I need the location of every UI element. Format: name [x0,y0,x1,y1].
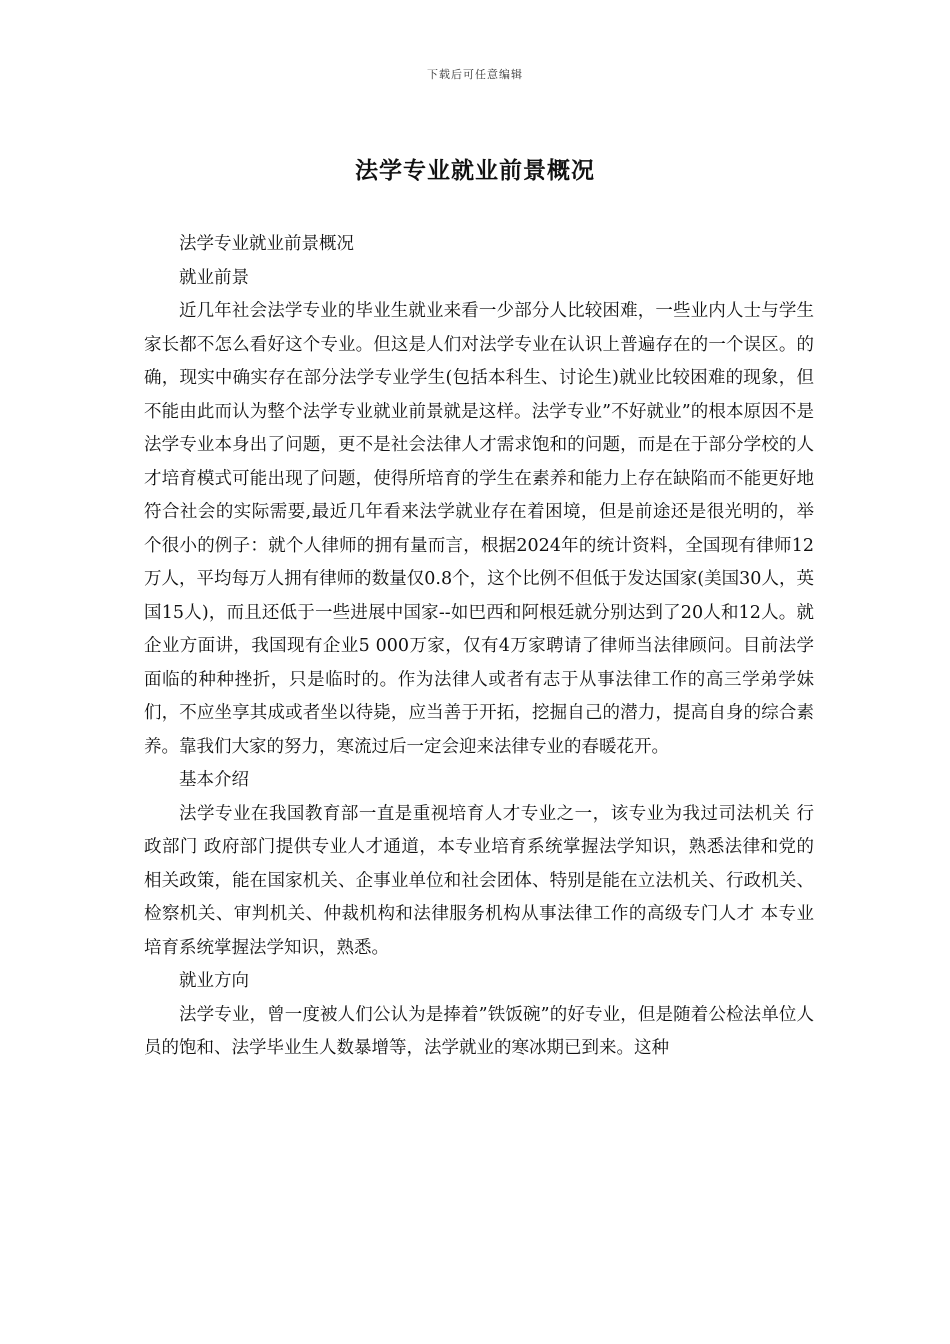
section-heading-employment-direction: 就业方向 [179,971,249,991]
paragraph-subtitle: 法学专业就业前景概况 [179,234,354,254]
section-heading-employment-prospects: 就业前景 [179,267,249,288]
document-title: 法学专业就业前景概况 [355,157,595,184]
section-heading-basic-introduction: 基本介绍 [179,770,249,790]
document-body [144,228,814,1066]
paragraph-employment-prospects: 近几年社会法学专业的毕业生就业来看一少部分人比较困难，一些业内人士与学生家长都不怎么看好这个专业。但这是人们对法学专业在认识上普遍存在的一个误区。的确，现实中确实存在部分法学专业学生(包括本科生、讨论生)就业比较困难的现象，但不能由此而认为整个法学专业就业前景就是这样。法学专业”不好就业”的根本原因不是法学专业本身出了问题，更不是社会法律人才需求饱和的问题，而是在于部分学校的人才培育模式可能出现了问题，使得所培育的学生在素养和能力上存在缺陷而不能更好地符合社会的实际需要,最近几年看来法学就业存在着困境，但是前途还是很光明的，举个很小的例子：就个人律师的拥有量而言，根据2024年的统计资料，全国现有律师12万人，平均每万人拥有律师的数量仅0.8个，这个比例不但低于发达国家(美国30人，英国15人)，而且还低于一些进展中国家--如巴西和阿根廷就分别达到了20人和12人。就企业方面讲，我国现有企业5 000万家，仅有4万家聘请了律师当法律顾问。目前法学面临的种种挫折，只是临时的。作为法律人或者有志于从事法律工作的高三学弟学妹们，不应坐享其成或者坐以待毙，应当善于开拓，挖掘自己的潜力，提高自身的综合素养。靠我们大家的努力，寒流过后一定会迎来法律专业的春暖花开。 [144,301,814,757]
paragraph-basic-introduction: 法学专业在我国教育部一直是重视培育人才专业之一，该专业为我过司法机关 行政部门 政府部门提供专业人才通道，本专业培育系统掌握法学知识，熟悉法律和党的相关政策，能在国家机关、企事业单位和社会团体、特别是能在立法机关、行政机关、检察机关、审判机关、仲裁机构和法律服务机构从事法律工作的高级专门人才 本专业培育系统掌握法学知识，熟悉。 [144,803,814,958]
page-header: 下载后可任意编辑 [427,68,523,81]
paragraph-employment-direction: 法学专业，曾一度被人们公认为是捧着”铁饭碗”的好专业，但是随着公检法单位人员的饱和、法学毕业生人数暴增等，法学就业的寒冰期已到来。这种 [144,1004,814,1058]
